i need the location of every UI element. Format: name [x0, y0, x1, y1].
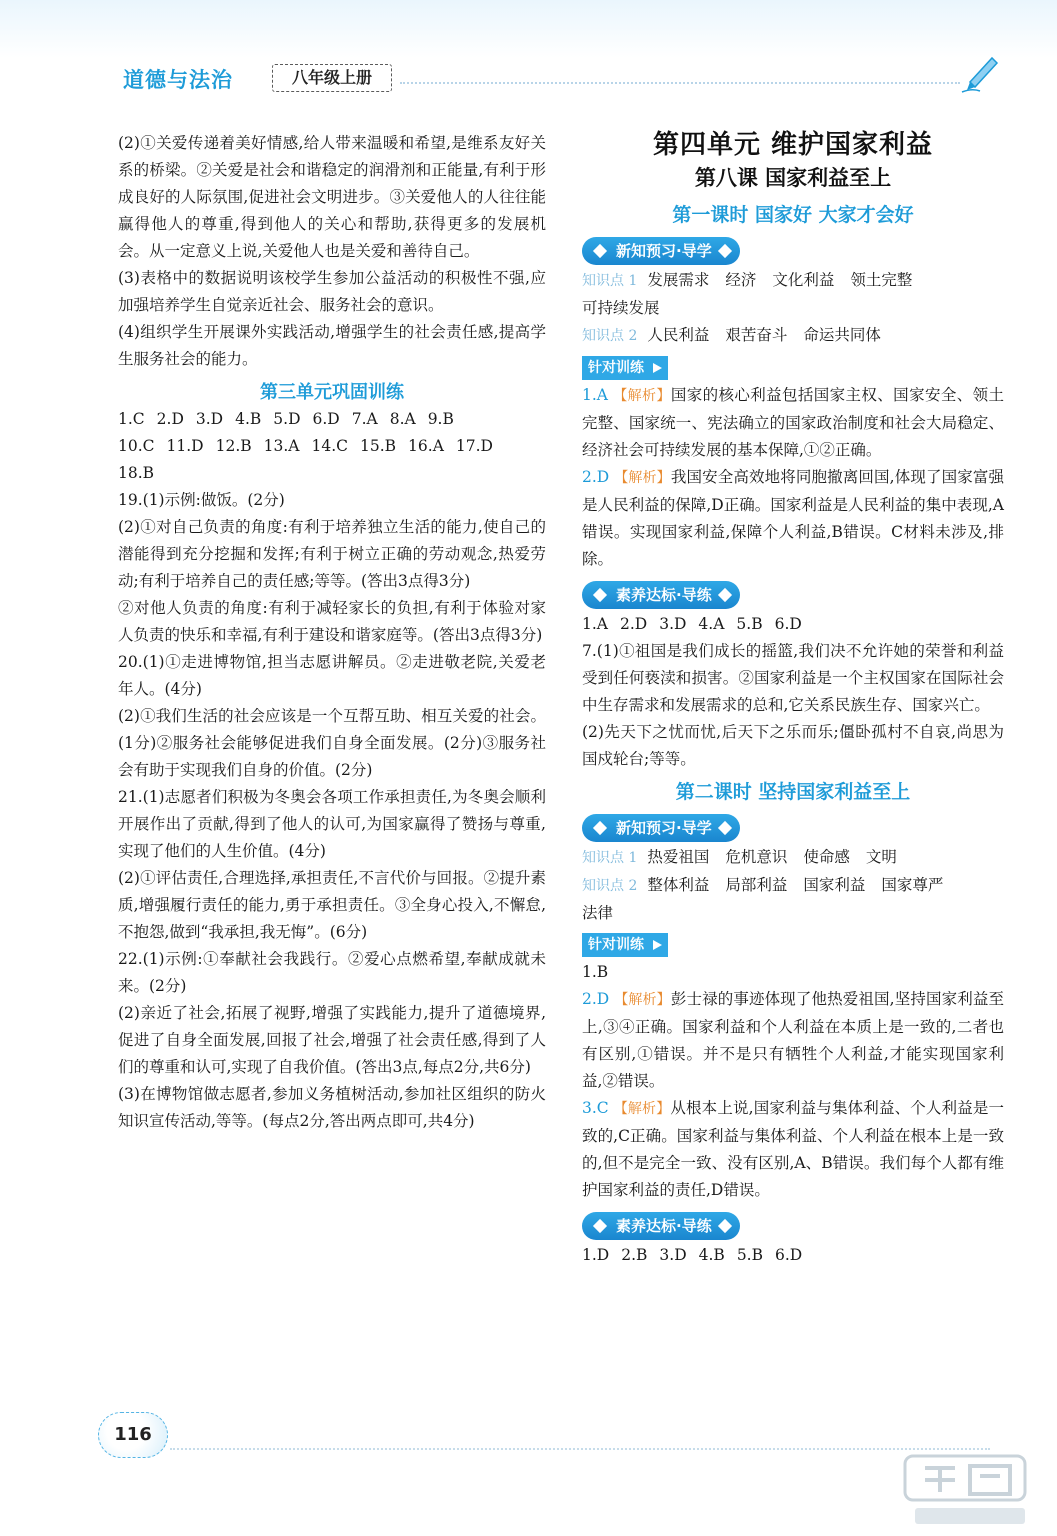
analysis-text: 国家的核心利益包括国家主权、国家安全、领土完整、国家统一、宪法确立的国家政治制度和社会大局稳定、经济社会可持续发展的基本保障,①②正确。	[582, 386, 1004, 459]
mc-answer: 5.D	[273, 410, 301, 428]
knowledge-answer: 人民利益	[647, 326, 710, 344]
subject-title: 道德与法治	[123, 68, 233, 92]
mc-answer: 5.B	[736, 1246, 763, 1264]
class-title: 第一课时 国家好 大家才会好	[672, 204, 914, 226]
analysis-label: 【解析】	[613, 388, 671, 404]
knowledge-answer: 局部利益	[725, 876, 788, 894]
class-title: 第二课时 坚持国家利益至上	[675, 781, 911, 803]
header-band	[0, 0, 1057, 58]
mc-answer: 1.A	[582, 615, 608, 633]
header-divider	[400, 82, 960, 84]
analysis-text: 彭士禄的事迹体现了他热爱祖国,坚持国家利益至上,③④正确。国家利益和个人利益在本质上是一致的,二者也有区别,①错误。并不是只有牺牲个人利益,才能实现国家利益,②错误。	[582, 990, 1004, 1090]
mc-answer-list	[582, 1242, 1004, 1269]
knowledge-point-label: 知识点 1	[582, 273, 638, 289]
training-tag: 针对训练	[582, 356, 668, 380]
mc-answer: 1.C	[118, 410, 145, 428]
answer-paragraph: (3)在博物馆做志愿者,参加义务植树活动,参加社区组织的防火知识宣传活动,等等。(每点2分,答出两点即可,共4分)	[118, 1085, 546, 1130]
right-column	[582, 130, 1004, 1269]
knowledge-answer: 国家尊严	[881, 876, 944, 894]
knowledge-answer: 经济	[725, 271, 757, 289]
analysis-label: 【解析】	[614, 470, 671, 486]
knowledge-answer: 法律	[582, 904, 614, 922]
pen-icon	[958, 50, 1002, 94]
knowledge-point-label: 知识点 2	[582, 328, 638, 344]
knowledge-point	[582, 872, 1004, 927]
unit-title: 第四单元 维护国家利益	[652, 130, 934, 160]
knowledge-answer: 危机意识	[725, 848, 788, 866]
answer-paragraph	[582, 464, 1004, 573]
knowledge-answer: 发展需求	[647, 271, 710, 289]
standard-banner: 素养达标·导练	[582, 581, 740, 609]
answer-paragraph	[582, 986, 1004, 1095]
knowledge-answer: 国家利益	[803, 876, 866, 894]
answer-paragraph: (2)①关爱传递着美好情感,给人带来温暖和希望,是维系友好关系的桥梁。②关爱是社会和谐稳定的润滑剂和正能量,有利于形成良好的人际氛围,促进社会文明进步。③关爱他人的人往往能赢得他人的尊重,得到他人的关心和帮助,获得更多的发展机会。从一定意义上说,关爱他人也是关爱和善待自己。	[118, 134, 546, 260]
answer-paragraph: (2)①我们生活的社会应该是一个互帮互助、相互关爱的社会。(1分)②服务社会能够促进我们自身全面发展。(2分)③服务社会有助于实现我们自身的价值。(2分)	[118, 707, 546, 779]
knowledge-answer: 可持续发展	[582, 299, 660, 317]
answer-paragraph: (4)组织学生开展课外实践活动,增强学生的社会责任感,提高学生服务社会的能力。	[118, 323, 546, 368]
mc-answer: 17.D	[455, 437, 493, 455]
page-header	[0, 0, 1057, 110]
answer-paragraph: 21.(1)志愿者们积极为冬奥会各项工作承担责任,为冬奥会顺利开展作出了贡献,得到了他人的认可,为国家赢得了赞扬与尊重,实现了他们的人生价值。(4分)	[118, 788, 546, 860]
analysis-label: 【解析】	[614, 992, 671, 1008]
knowledge-answer: 艰苦奋斗	[725, 326, 788, 344]
answer-paragraph: 19.(1)示例:做饭。(2分)	[118, 491, 285, 509]
answer-paragraph	[582, 1095, 1004, 1204]
knowledge-answer: 热爱祖国	[647, 848, 710, 866]
knowledge-point	[582, 267, 1004, 322]
answer-paragraph: 7.(1)①祖国是我们成长的摇篮,我们决不允许她的荣誉和利益受到任何亵渎和损害。②国家利益是一个主权国家在国际社会中生存需求和发展需求的总和,它关系民族生存、国家兴亡。	[582, 642, 1004, 714]
analysis-label: 【解析】	[613, 1101, 671, 1117]
knowledge-answer: 命运共同体	[803, 326, 881, 344]
knowledge-answer: 整体利益	[647, 876, 710, 894]
mc-answer: 7.A	[351, 410, 378, 428]
mc-answer: 15.B	[360, 437, 397, 455]
answer-paragraph: (2)先天下之忧而忧,后天下之乐而乐;僵卧孤村不自哀,尚思为国戍轮台;等等。	[582, 723, 1004, 768]
watermark-logo	[895, 1450, 1045, 1530]
mc-answer: 3.D	[659, 1246, 687, 1264]
mc-answer: 11.D	[166, 437, 204, 455]
mc-answer: 4.A	[698, 615, 725, 633]
lesson-title: 第八课 国家利益至上	[694, 166, 892, 190]
mc-answer: 4.B	[698, 1246, 725, 1264]
question-number: 3.C	[582, 1099, 609, 1117]
mc-answer: 10.C	[118, 437, 155, 455]
answer-paragraph: 20.(1)①走进博物馆,担当志愿讲解员。②走进敬老院,关爱老年人。(4分)	[118, 653, 546, 698]
knowledge-answer: 文明	[865, 848, 897, 866]
knowledge-answer: 使命感	[803, 848, 850, 866]
mc-answer: 2.D	[619, 615, 648, 633]
mc-answer: 5.B	[736, 615, 763, 633]
standard-banner: 素养达标·导练	[582, 1212, 740, 1240]
question-number: 2.D	[582, 468, 610, 486]
answer-paragraph: 22.(1)示例:①奉献社会我践行。②爱心点燃希望,奉献成就未来。(2分)	[118, 950, 546, 995]
analysis-text: 我国安全高效地将同胞撤离回国,体现了国家富强是人民利益的保障,D正确。国家利益是人民利益的集中表现,A错误。实现国家利益,保障个人利益,B错误。C材料未涉及,排除。	[582, 468, 1004, 568]
answer-paragraph: ②对他人负责的角度:有利于减轻家长的负担,有利于体验对家人负责的快乐和幸福,有利于建设和谐家庭等。(答出3点得3分)	[118, 599, 546, 644]
mc-answer: 13.A	[263, 437, 300, 455]
answer-paragraph: (3)表格中的数据说明该校学生参加公益活动的积极性不强,应加强培养学生自觉亲近社会、服务社会的意识。	[118, 269, 546, 314]
footer-divider	[170, 1448, 990, 1450]
grade-label: 八年级上册	[272, 64, 392, 92]
section-title: 第三单元巩固训练	[260, 382, 404, 403]
mc-answer: 2.D	[156, 410, 184, 428]
mc-answer-list	[582, 611, 1004, 638]
knowledge-answer: 领土完整	[850, 271, 913, 289]
mc-answer: 6.D	[774, 615, 802, 633]
question-number: 1.A	[582, 386, 608, 404]
training-tag: 针对训练	[582, 933, 668, 957]
mc-answer: 3.D	[659, 615, 687, 633]
page-number: 116	[98, 1412, 168, 1458]
question-number: 2.D	[582, 990, 610, 1008]
mc-answer: 14.C	[311, 437, 348, 455]
knowledge-point-label: 知识点 1	[582, 850, 638, 866]
preview-banner: 新知预习·导学	[582, 814, 740, 842]
mc-answer: 9.B	[427, 410, 454, 428]
mc-answer: 3.D	[195, 410, 224, 428]
knowledge-point	[582, 322, 1004, 350]
answer-paragraph: (2)亲近了社会,拓展了视野,增强了实践能力,提升了道德境界,促进了自身全面发展,回报了社会,增强了社会责任感,得到了人们的尊重和认可,实现了自我价值。(答出3点,每点2分,共6分)	[118, 1004, 546, 1076]
mc-answer: 8.A	[389, 410, 416, 428]
left-column	[118, 130, 546, 1135]
mc-answer: 12.B	[215, 437, 252, 455]
mc-answer: 4.B	[235, 410, 262, 428]
mc-answer: 16.A	[408, 437, 444, 455]
mc-answer: 6.D	[312, 410, 340, 428]
question-answer: 1.B	[582, 963, 609, 981]
answer-paragraph: (2)①评估责任,合理选择,承担责任,不言代价与回报。②提升素质,增强履行责任的能力,勇于承担责任。③全身心投入,不懈怠,不抱怨,做到“我承担,我无悔”。(6分)	[118, 869, 546, 941]
mc-answer: 18.B	[118, 464, 155, 482]
answer-paragraph	[582, 382, 1004, 464]
knowledge-point-label: 知识点 2	[582, 878, 638, 894]
analysis-text: 从根本上说,国家利益与集体利益、个人利益是一致的,C正确。国家利益与集体利益、个人利益在根本上是一致的,但不是完全一致、没有区别,A、B错误。我们每个人都有维护国家利益的责任,D错误。	[582, 1099, 1005, 1199]
mc-answer-list	[118, 406, 546, 487]
knowledge-point	[582, 844, 1004, 872]
answer-paragraph: (2)①对自己负责的角度:有利于培养独立生活的能力,使自己的潜能得到充分挖掘和发挥;有利于树立正确的劳动观念,热爱劳动;有利于培养自己的责任感;等等。(答出3点得3分)	[118, 518, 546, 590]
mc-answer: 2.B	[621, 1246, 648, 1264]
mc-answer: 6.D	[775, 1246, 803, 1264]
preview-banner: 新知预习·导学	[582, 237, 740, 265]
knowledge-answer: 文化利益	[772, 271, 835, 289]
mc-answer: 1.D	[582, 1246, 610, 1264]
